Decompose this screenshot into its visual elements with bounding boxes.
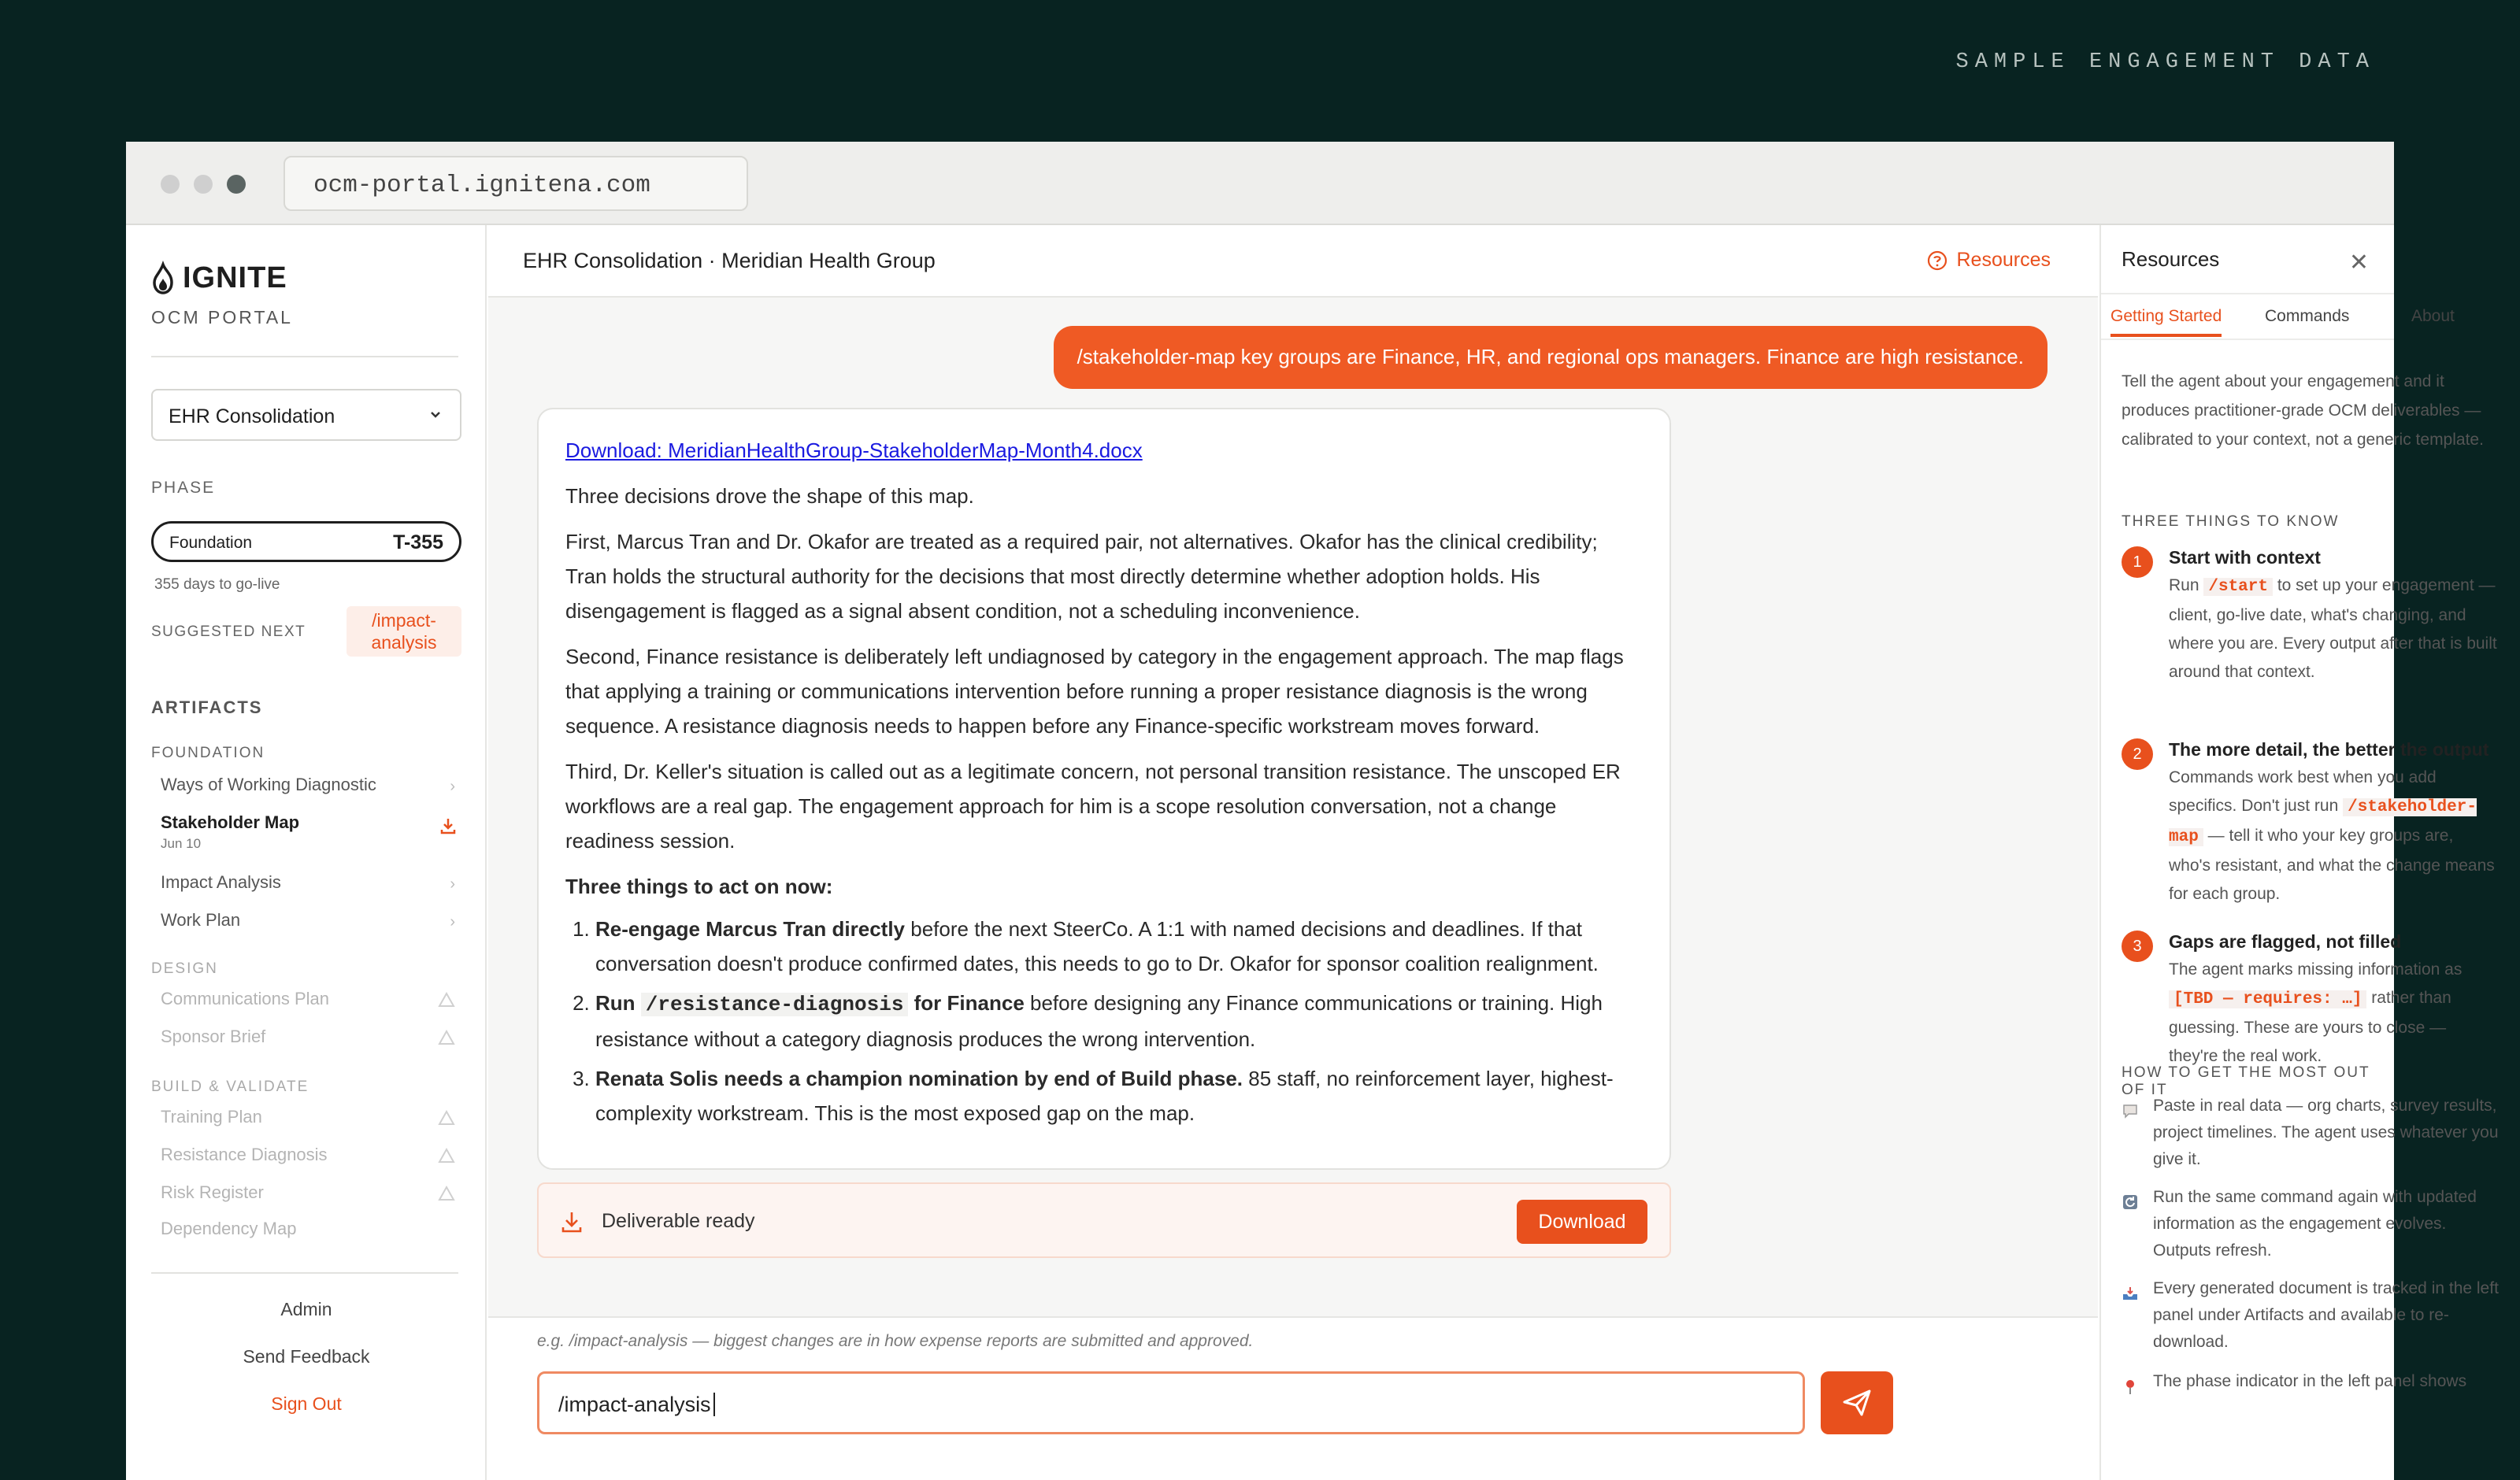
sample-data-banner: SAMPLE ENGAGEMENT DATA: [1955, 50, 2375, 74]
download-button[interactable]: Download: [1517, 1200, 1647, 1244]
text-cursor: [713, 1393, 715, 1416]
warning-icon: [438, 1186, 455, 1201]
artifact-date: Jun 10: [161, 836, 202, 851]
deliverable-download-link[interactable]: Download: MeridianHealthGroup-StakeholderMap-Month4.docx: [565, 438, 1143, 462]
tip-text: The phase indicator in the left panel shows: [2153, 1372, 2467, 1390]
tip-text: Paste in real data — org charts, survey results, project timelines. The agent uses whatever you give it.: [2153, 1097, 2499, 1168]
window-minimize-dot[interactable]: [194, 175, 213, 194]
divider: [151, 1272, 458, 1274]
days-to-go-live: 355 days to go-live: [154, 576, 280, 593]
tip-text: Run the same command again with updated information as the engagement evolves. Outputs refresh.: [2153, 1188, 2477, 1260]
send-icon: [1841, 1389, 1873, 1417]
speech-bubble-icon: [2122, 1102, 2139, 1119]
action-lead: Run: [595, 991, 641, 1015]
browser-chrome: [126, 142, 2394, 225]
artifact-item-locked[interactable]: [161, 989, 461, 1009]
sidebar: [126, 225, 487, 1480]
portal-label: OCM PORTAL: [151, 307, 293, 327]
action-lead: Re-engage Marcus Tran directly: [595, 917, 906, 941]
deliverable-ready-text: Deliverable ready: [602, 1210, 755, 1232]
message-input-value: /impact-analysis: [558, 1393, 711, 1416]
response-paragraph: Second, Finance resistance is deliberately left undiagnosed by category in the engagement approach. The map flags that applying a training or communications intervention before running a proper resistance diagnosis is the wrong sequence. A resistance diagnosis needs to happen before any Finance-specific workstream moves forward.: [565, 645, 1624, 738]
suggested-command-chip[interactable]: /impact-analysis: [346, 606, 461, 657]
step-text: Run: [2169, 576, 2204, 594]
action-text: 85 staff, no reinforcement layer, highest-complexity workstream. This is the most exposed gap on the map.: [595, 1067, 1614, 1125]
resources-panel-title: Resources: [2122, 247, 2220, 271]
composer-hint: e.g. /impact-analysis — biggest changes are in how expense reports are submitted and approved.: [537, 1332, 1254, 1350]
pin-icon: [2122, 1378, 2139, 1395]
artifact-label: Work Plan: [161, 910, 241, 930]
artifact-label: Risk Register: [161, 1182, 264, 1202]
tip-text: Every generated document is tracked in the left panel under Artifacts and available to re-download.: [2153, 1279, 2499, 1351]
assistant-response-card: [537, 408, 1671, 1170]
artifact-label: Ways of Working Diagnostic: [161, 775, 376, 794]
chevron-right-icon: ›: [450, 875, 455, 893]
chat-header: [488, 225, 2098, 298]
phase-indicator: [151, 521, 461, 562]
artifact-label: Impact Analysis: [161, 872, 281, 892]
tab-about[interactable]: About: [2411, 307, 2455, 325]
response-paragraph: Three decisions drove the shape of this map.: [565, 484, 974, 508]
artifact-item-active[interactable]: [161, 812, 461, 852]
step-text: to set up your engagement — client, go-live date, what's changing, and where you are. Every output after that is built around that context.: [2169, 576, 2497, 681]
step-number: 1: [2122, 546, 2153, 578]
command-code: /stakeholder-map: [2169, 798, 2477, 846]
phase-countdown: T-355: [393, 531, 443, 553]
step-number: 3: [2122, 931, 2153, 962]
engagement-select[interactable]: [151, 389, 461, 441]
step-text: Commands work best when you add specifics. Don't just run: [2169, 768, 2437, 815]
resources-tabs: [2101, 293, 2455, 340]
action-item: [595, 1061, 1643, 1130]
artifact-label: Dependency Map: [161, 1219, 297, 1238]
help-circle-icon: [1927, 250, 1947, 271]
artifact-item-locked[interactable]: [161, 1182, 461, 1203]
download-icon: [559, 1209, 584, 1234]
action-text: before designing any Finance communications or training. High resistance without a category diagnosis produces the wrong intervention.: [595, 991, 1603, 1051]
chat-main: [488, 225, 2098, 1480]
step-title: The more detail, the better the output: [2169, 739, 2489, 760]
action-lead: Renata Solis needs a champion nomination by end of Build phase.: [595, 1067, 1243, 1090]
artifact-group-design: DESIGN: [151, 960, 218, 977]
tab-getting-started[interactable]: Getting Started: [2110, 307, 2222, 337]
warning-icon: [438, 1110, 455, 1126]
refresh-icon: [2122, 1193, 2139, 1211]
resources-button[interactable]: [1927, 249, 2051, 272]
deliverable-ready-banner: [537, 1182, 1671, 1258]
action-item: [595, 986, 1643, 1056]
command-code: /resistance-diagnosis: [641, 993, 909, 1016]
engagement-title: EHR Consolidation · Meridian Health Group: [523, 249, 936, 272]
artifact-item[interactable]: [161, 872, 461, 893]
brand-logo: [151, 261, 287, 295]
actions-heading: Three things to act on now:: [565, 875, 833, 898]
artifact-item-locked[interactable]: [161, 1107, 461, 1127]
message-input[interactable]: [537, 1371, 1805, 1434]
brand-name: IGNITE: [183, 261, 287, 294]
how-to-label: HOW TO GET THE MOST OUT OF IT: [2122, 1064, 2370, 1098]
user-message-bubble: /stakeholder-map key groups are Finance, HR, and regional ops managers. Finance are high resistance.: [1054, 326, 2048, 389]
action-lead: for Finance: [908, 991, 1025, 1015]
artifact-item-locked[interactable]: [161, 1027, 461, 1047]
response-paragraph: Third, Dr. Keller's situation is called out as a legitimate concern, not personal transition resistance. The unscoped ER workflows are a real gap. The engagement approach for him is a scope resolution conversation, not a change readiness session.: [565, 760, 1621, 853]
warning-icon: [438, 1148, 455, 1164]
resources-panel: [2099, 225, 2499, 1480]
flame-icon: [151, 263, 175, 294]
artifact-item[interactable]: [161, 910, 461, 931]
window-close-dot[interactable]: [161, 175, 180, 194]
artifact-group-build-validate: BUILD & VALIDATE: [151, 1079, 309, 1095]
chevron-down-icon: [428, 408, 443, 422]
tab-commands[interactable]: Commands: [2265, 307, 2350, 325]
divider: [151, 356, 458, 357]
step-number: 2: [2122, 738, 2153, 770]
artifact-label: Stakeholder Map: [161, 812, 300, 832]
artifact-label: Resistance Diagnosis: [161, 1145, 328, 1164]
artifact-item-locked[interactable]: [161, 1219, 461, 1238]
window-zoom-dot[interactable]: [227, 175, 246, 194]
artifact-label: Training Plan: [161, 1107, 262, 1127]
artifact-label: Sponsor Brief: [161, 1027, 266, 1046]
step-text: — tell it who your key groups are, who's resistant, and what the change means for each group.: [2169, 827, 2495, 903]
step-item: [2169, 927, 2500, 1071]
phase-label: PHASE: [151, 479, 216, 497]
phase-name: Foundation: [169, 534, 253, 552]
resources-label: Resources: [1956, 249, 2051, 271]
artifact-item-locked[interactable]: [161, 1145, 461, 1165]
three-things-label: THREE THINGS TO KNOW: [2122, 513, 2340, 530]
artifact-label: Communications Plan: [161, 989, 329, 1008]
artifacts-heading: ARTIFACTS: [151, 697, 263, 717]
step-item: [2169, 735, 2500, 908]
response-paragraph: First, Marcus Tran and Dr. Okafor are treated as a required pair, not alternatives. Okafor has the clinical credibility; Tran holds the structural authority for the decisions that most directly determine whether adoption holds. His disengagement is flagged as a signal absent condition, not a scheduling inconvenience.: [565, 530, 1598, 623]
artifact-item[interactable]: [161, 775, 461, 795]
action-item: [595, 912, 1643, 981]
step-text: rather than guessing. These are yours to close — they're the real work.: [2169, 989, 2451, 1065]
command-code: [TBD — requires: …]: [2169, 990, 2366, 1008]
chevron-right-icon: ›: [450, 778, 455, 795]
warning-icon: [438, 1030, 455, 1045]
close-icon[interactable]: ✕: [2348, 250, 2369, 276]
step-text: The agent marks missing information as: [2169, 960, 2463, 979]
warning-icon: [438, 992, 455, 1008]
address-bar[interactable]: ocm-portal.ignitena.com: [284, 156, 748, 211]
step-title: Gaps are flagged, not filled: [2169, 931, 2402, 952]
inbox-tray-icon: [2122, 1285, 2139, 1302]
action-text: before the next SteerCo. A 1:1 with named decisions and deadlines. If that conversation doesn't produce confirmed dates, this needs to go to Dr. Okafor for sponsor coalition realignment.: [595, 917, 1599, 975]
resources-intro: Tell the agent about your engagement and it produces practitioner-grade OCM deliverables — calibrated to your context, not a generic template.: [2122, 372, 2484, 449]
send-button[interactable]: [1821, 1371, 1893, 1434]
download-icon[interactable]: [438, 816, 458, 836]
command-code: /start: [2203, 578, 2273, 596]
chevron-right-icon: ›: [450, 913, 455, 931]
action-list: [565, 912, 1643, 1130]
sign-out-link[interactable]: Sign Out: [271, 1393, 342, 1414]
suggested-next-label: SUGGESTED NEXT: [151, 623, 306, 640]
browser-window: [126, 142, 2499, 1480]
artifact-group-foundation: FOUNDATION: [151, 745, 265, 761]
admin-link[interactable]: Admin: [280, 1299, 332, 1319]
step-item: [2169, 543, 2500, 686]
step-title: Start with context: [2169, 547, 2321, 568]
composer: [488, 1316, 2098, 1480]
send-feedback-link[interactable]: Send Feedback: [243, 1346, 370, 1367]
engagement-select-value: EHR Consolidation: [169, 405, 335, 427]
